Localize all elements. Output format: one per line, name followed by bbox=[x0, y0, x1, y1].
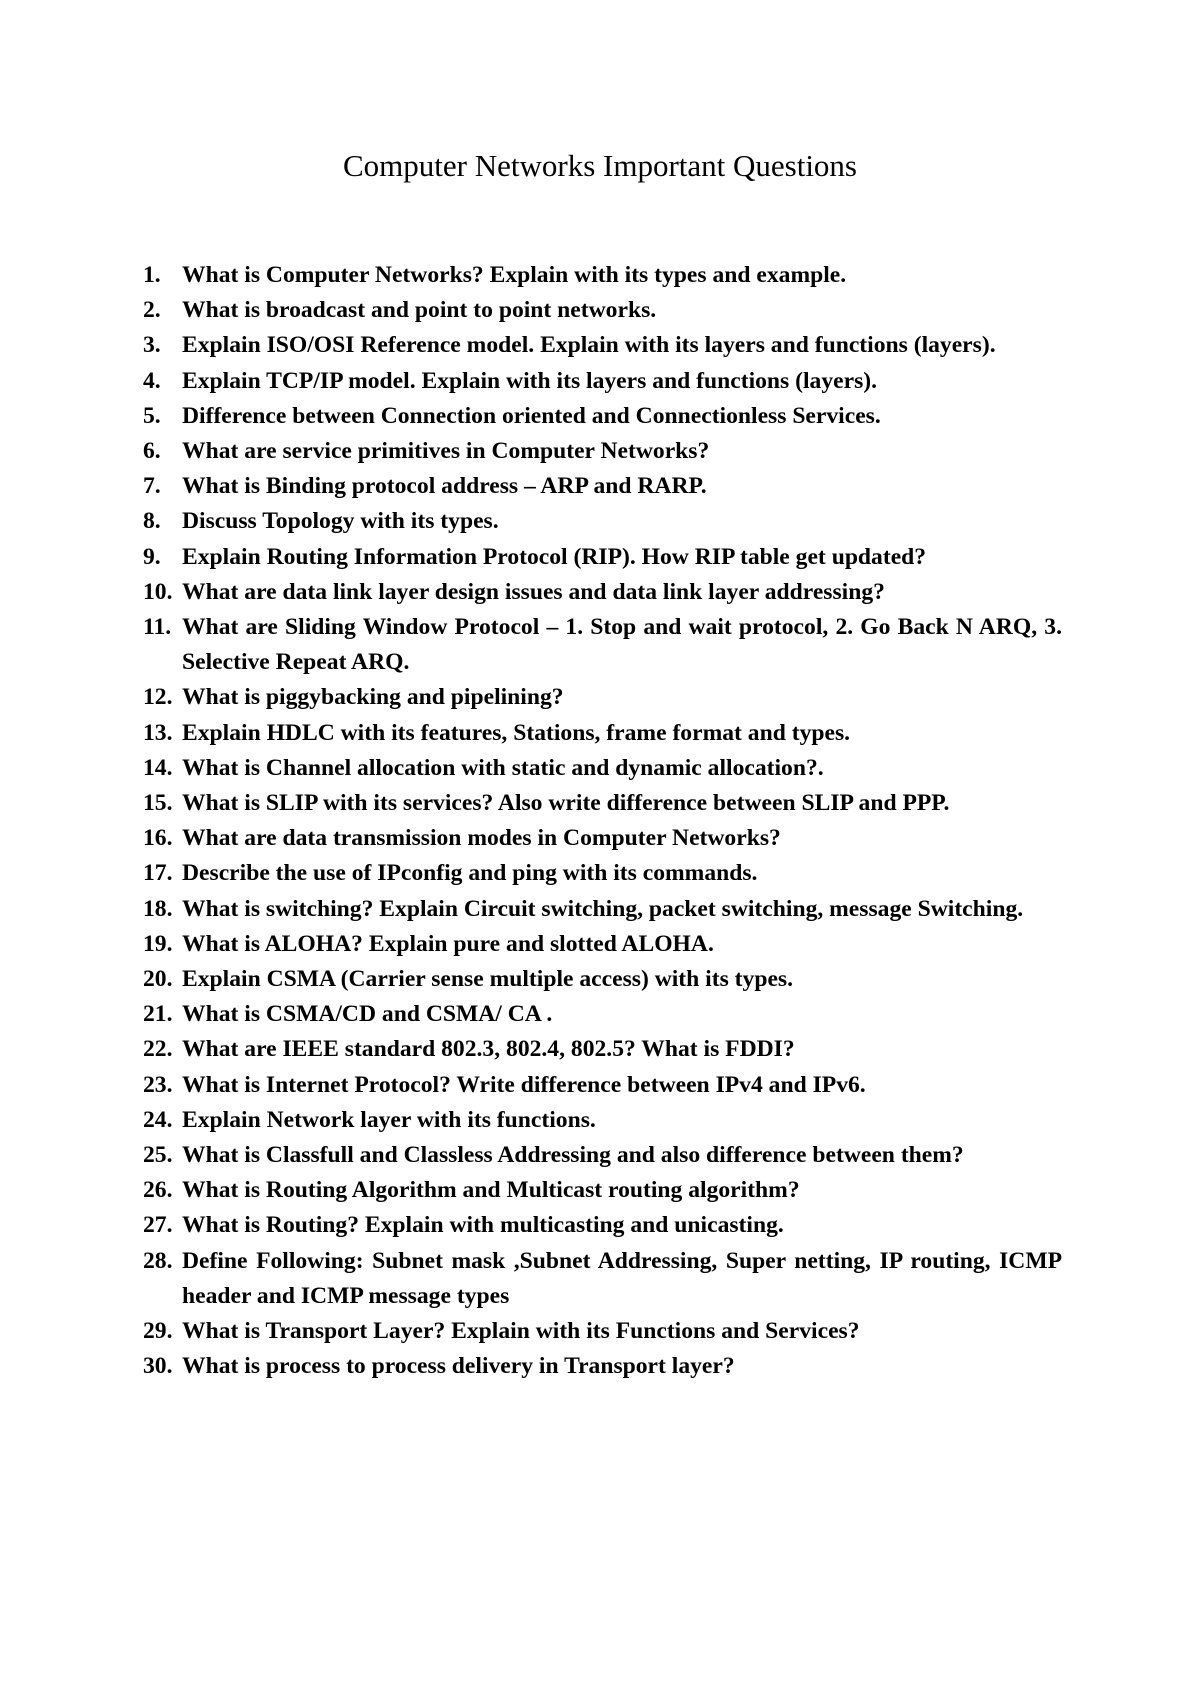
question-item bbox=[0, 540, 1062, 575]
question-number: 16. bbox=[143, 825, 173, 852]
question-text: Define Following: Subnet mask ,Subnet Addressing, Super netting, IP routing, ICMP header and ICMP message types bbox=[182, 1247, 1062, 1309]
question-number: 1. bbox=[143, 262, 161, 288]
question-item bbox=[0, 434, 1062, 469]
question-text: What is ALOHA? Explain pure and slotted ALOHA. bbox=[182, 930, 714, 957]
question-text: What is Routing Algorithm and Multicast routing algorithm? bbox=[182, 1177, 800, 1204]
question-list bbox=[0, 258, 1200, 1385]
question-number: 2. bbox=[143, 297, 161, 324]
question-number: 25. bbox=[143, 1142, 173, 1169]
question-text: Explain TCP/IP model. Explain with its layers and functions (layers). bbox=[182, 367, 878, 394]
question-number: 13. bbox=[143, 719, 173, 746]
question-number: 18. bbox=[143, 895, 173, 922]
question-item bbox=[0, 469, 1062, 504]
question-text: What is process to process delivery in Transport layer? bbox=[182, 1353, 735, 1380]
question-text: What is Computer Networks? Explain with its types and example. bbox=[182, 262, 847, 288]
question-number: 19. bbox=[143, 930, 173, 957]
question-text: What is SLIP with its services? Also write difference between SLIP and PPP. bbox=[182, 790, 950, 817]
question-item bbox=[0, 504, 1062, 539]
question-item bbox=[0, 892, 1062, 927]
question-number: 23. bbox=[143, 1071, 173, 1098]
question-item bbox=[0, 1032, 1062, 1067]
question-text: What are data transmission modes in Computer Networks? bbox=[182, 825, 781, 852]
question-item bbox=[0, 1103, 1062, 1138]
question-text: What is switching? Explain Circuit switching, packet switching, message Switching. bbox=[182, 895, 1024, 922]
question-text: What is Binding protocol address – ARP and RARP. bbox=[182, 473, 707, 500]
page-title: Computer Networks Important Questions bbox=[342, 148, 857, 183]
question-number: 26. bbox=[143, 1177, 173, 1204]
question-number: 14. bbox=[143, 754, 173, 781]
question-text: What is Routing? Explain with multicasting and unicasting. bbox=[182, 1212, 784, 1239]
question-text: What is CSMA/CD and CSMA/ CA . bbox=[182, 1001, 553, 1028]
question-item bbox=[0, 856, 1062, 891]
question-text: What is Transport Layer? Explain with its Functions and Services? bbox=[182, 1318, 860, 1345]
question-item bbox=[0, 1314, 1062, 1349]
question-item bbox=[0, 293, 1062, 328]
question-item bbox=[0, 258, 1062, 293]
question-item bbox=[0, 1244, 1062, 1314]
question-item bbox=[0, 1349, 1062, 1384]
question-number: 30. bbox=[143, 1353, 173, 1380]
question-number: 12. bbox=[143, 684, 173, 711]
question-number: 21. bbox=[143, 1001, 173, 1028]
question-item bbox=[0, 680, 1062, 715]
question-text: Difference between Connection oriented and Connectionless Services. bbox=[182, 402, 881, 429]
question-text: What is piggybacking and pipelining? bbox=[182, 684, 564, 711]
question-text: What are Sliding Window Protocol – 1. Stop and wait protocol, 2. Go Back N ARQ, 3. Selective Repeat ARQ. bbox=[182, 614, 1062, 676]
question-number: 20. bbox=[143, 966, 173, 993]
question-item bbox=[0, 997, 1062, 1032]
question-item bbox=[0, 962, 1062, 997]
question-item bbox=[0, 821, 1062, 856]
question-number: 10. bbox=[143, 578, 173, 605]
question-item bbox=[0, 575, 1062, 610]
question-item bbox=[0, 1173, 1062, 1208]
question-item bbox=[0, 399, 1062, 434]
question-number: 22. bbox=[143, 1036, 173, 1063]
question-number: 5. bbox=[143, 402, 161, 429]
question-item bbox=[0, 927, 1062, 962]
question-number: 8. bbox=[143, 508, 161, 535]
question-text: Explain Routing Information Protocol (RIP). How RIP table get updated? bbox=[182, 543, 927, 570]
question-text: What is Classfull and Classless Addressing and also difference between them? bbox=[182, 1142, 964, 1169]
question-number: 6. bbox=[143, 438, 161, 465]
question-text: What are IEEE standard 802.3, 802.4, 802.5? What is FDDI? bbox=[182, 1036, 795, 1063]
question-number: 27. bbox=[143, 1212, 173, 1239]
question-text: Describe the use of IPconfig and ping with its commands. bbox=[182, 860, 758, 887]
question-number: 15. bbox=[143, 790, 173, 817]
question-item bbox=[0, 1068, 1062, 1103]
question-number: 3. bbox=[143, 332, 161, 359]
question-number: 4. bbox=[143, 367, 161, 394]
question-item bbox=[0, 751, 1062, 786]
question-text: Discuss Topology with its types. bbox=[182, 508, 499, 535]
question-text: Explain HDLC with its features, Stations, frame format and types. bbox=[182, 719, 851, 746]
question-text: What is Channel allocation with static and dynamic allocation?. bbox=[182, 754, 824, 781]
question-text: What is Internet Protocol? Write difference between IPv4 and IPv6. bbox=[182, 1071, 866, 1098]
question-number: 28. bbox=[143, 1247, 173, 1274]
question-item bbox=[0, 328, 1062, 363]
question-number: 11. bbox=[143, 614, 172, 641]
question-item bbox=[0, 1138, 1062, 1173]
question-item bbox=[0, 610, 1062, 680]
question-text: Explain Network layer with its functions. bbox=[182, 1106, 596, 1133]
question-number: 9. bbox=[143, 543, 161, 570]
question-item bbox=[0, 716, 1062, 751]
question-number: 24. bbox=[143, 1106, 173, 1133]
question-item bbox=[0, 1208, 1062, 1243]
question-text: Explain ISO/OSI Reference model. Explain with its layers and functions (layers). bbox=[182, 332, 996, 359]
question-text: What are data link layer design issues and data link layer addressing? bbox=[182, 578, 885, 605]
question-item bbox=[0, 364, 1062, 399]
question-number: 7. bbox=[143, 473, 161, 500]
question-text: Explain CSMA (Carrier sense multiple access) with its types. bbox=[182, 966, 793, 993]
question-text: What are service primitives in Computer Networks? bbox=[182, 438, 710, 465]
question-item bbox=[0, 786, 1062, 821]
question-number: 29. bbox=[143, 1318, 173, 1345]
question-text: What is broadcast and point to point networks. bbox=[182, 297, 657, 324]
question-number: 17. bbox=[143, 860, 173, 887]
